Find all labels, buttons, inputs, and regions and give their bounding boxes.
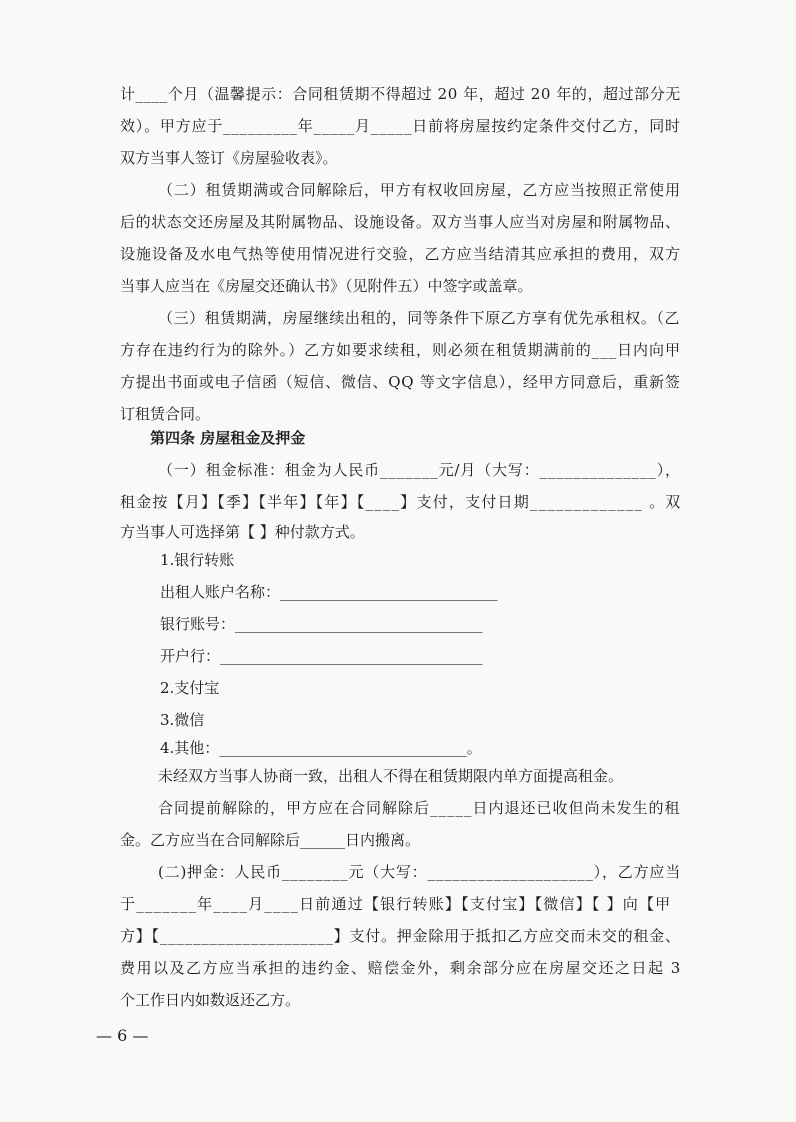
text-line: （一）租金标准：租金为人民币_______元/月（大写：______________）， <box>158 461 681 479</box>
text-line: (二)押金：人民币________元（大写：____________________），乙方应当 <box>158 863 682 881</box>
text-line: 方提出书面或电子信函（短信、微信、QQ 等文字信息），经甲方同意后，重新签 <box>120 373 681 391</box>
text-line: 4.其他：_________________________________。 <box>160 739 482 757</box>
text-line: 方当事人可选择第【 】种付款方式。 <box>120 523 365 541</box>
page-number: — 6 — <box>96 1026 149 1045</box>
text-line: 个工作日内如数返还乙方。 <box>120 991 301 1009</box>
text-line: 费用以及乙方应当承担的违约金、赔偿金外，剩余部分应在房屋交还之日起 3 <box>120 959 682 977</box>
text-line: 3.微信 <box>160 711 205 729</box>
text-line: 设施设备及水电气热等使用情况进行交验，乙方应当结清其应承担的费用，双方 <box>120 245 682 263</box>
text-line: 开户行：___________________________________ <box>160 647 483 665</box>
text-line: 出租人账户名称：_____________________________ <box>160 583 498 601</box>
text-line: 1.银行转账 <box>160 551 235 569</box>
text-line: 合同提前解除的，甲方应在合同解除后_____日内退还已收但尚未发生的租 <box>158 799 681 817</box>
text-line: 后的状态交还房屋及其附属物品、设施设备。双方当事人应当对房屋和附属物品、 <box>120 213 681 231</box>
text-line: （三）租赁期满，房屋继续出租的，同等条件下原乙方享有优先承租权。（乙 <box>158 309 681 327</box>
text-line: 双方当事人签订《房屋验收表》。 <box>120 149 338 167</box>
text-line: 效）。甲方应于_________年_____月_____日前将房屋按约定条件交付乙方，同时 <box>120 117 681 135</box>
section-heading: 第四条 房屋租金及押金 <box>150 429 306 447</box>
text-line: 于_______年____月____日前通过【银行转账】【支付宝】【微信】【 】向【甲 <box>120 895 672 913</box>
text-line: 当事人应当在《房屋交还确认书》（见附件五）中签字或盖章。 <box>120 277 533 295</box>
text-line: 订租赁合同。 <box>120 405 211 423</box>
text-line: 方存在违约行为的除外。）乙方如要求续租，则必须在租赁期满前的___日内向甲 <box>120 341 681 359</box>
text-line: 金。乙方应当在合同解除后______日内搬离。 <box>120 831 421 849</box>
text-line: 计____个月（温馨提示：合同租赁期不得超过 20 年，超过 20 年的，超过部分无 <box>120 85 681 103</box>
text-line: 2.支付宝 <box>160 679 220 697</box>
text-line: 方】【_____________________】支付。押金除用于抵扣乙方应交而未交的租金、 <box>120 927 681 945</box>
text-line: 银行账号：_________________________________ <box>160 615 483 633</box>
text-line: 租金按【月】【季】【半年】【年】【____】支付，支付日期_____________ 。双 <box>120 493 682 511</box>
text-line: 未经双方当事人协商一致，出租人不得在租赁期限内单方面提高租金。 <box>158 767 624 785</box>
text-line: （二）租赁期满或合同解除后，甲方有权收回房屋，乙方应当按照正常使用 <box>158 181 681 199</box>
